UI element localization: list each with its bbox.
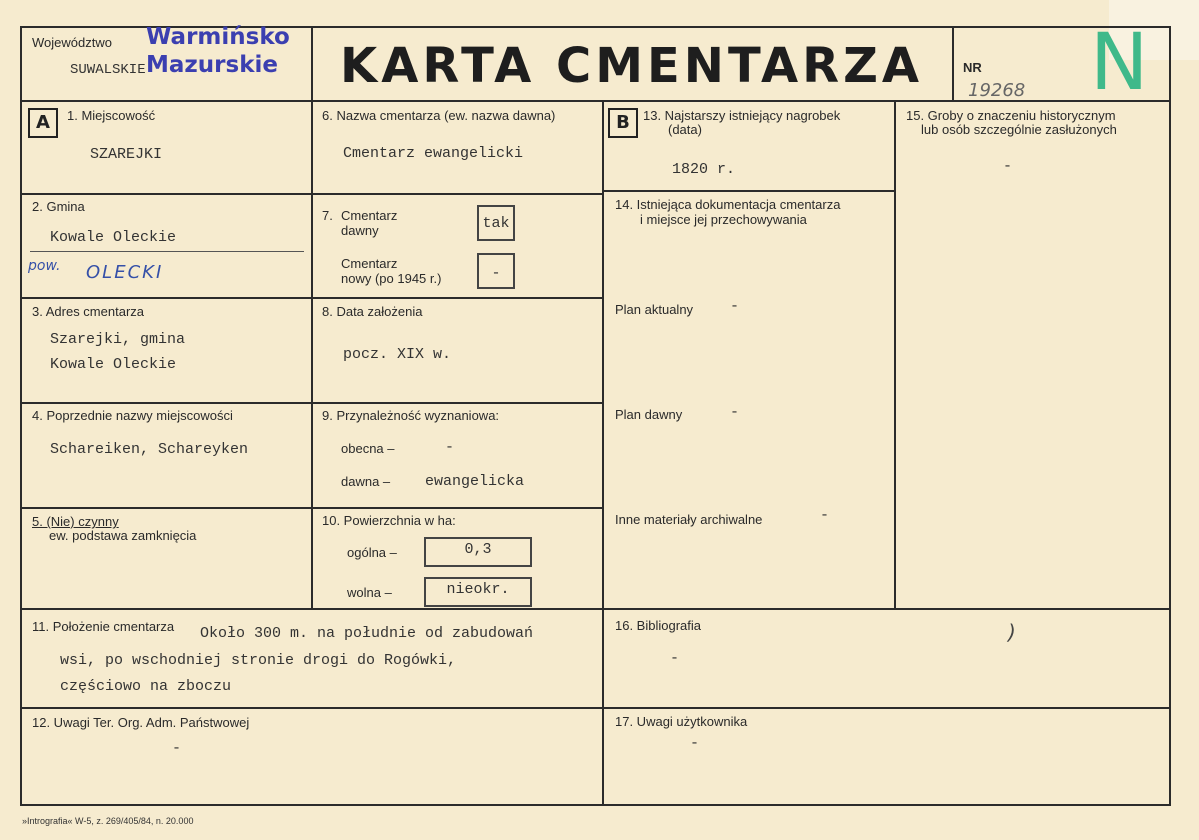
f4-value: Schareiken, Schareyken bbox=[50, 441, 249, 458]
f13-label-line-2: (data) bbox=[668, 122, 702, 137]
nr-value: 19268 bbox=[968, 80, 1026, 101]
f5-label-line-2: ew. podstawa zamknięcia bbox=[49, 528, 197, 543]
f8-value: pocz. XIX w. bbox=[343, 346, 452, 363]
f14-plan-dawny-label: Plan dawny bbox=[615, 407, 683, 422]
f12-label: 12. Uwagi Ter. Org. Adm. Państwowej bbox=[32, 715, 250, 730]
section-a-badge: A bbox=[28, 108, 58, 138]
f6-value: Cmentarz ewangelicki bbox=[343, 145, 524, 162]
f7-dawny-line-2: dawny bbox=[341, 223, 379, 238]
col-line-1 bbox=[311, 26, 313, 610]
f2-value: Kowale Oleckie bbox=[50, 229, 177, 246]
f7-nowy-value: - bbox=[491, 265, 501, 282]
f10-label: 10. Powierzchnia w ha: bbox=[322, 513, 456, 528]
f16-value: - bbox=[670, 650, 680, 667]
f11-line-3: częściowo na zboczu bbox=[60, 678, 232, 695]
f13-value: 1820 r. bbox=[672, 161, 736, 178]
border-left bbox=[20, 26, 22, 806]
col-line-2 bbox=[602, 100, 604, 806]
f2-pow-value: OLECKI bbox=[86, 262, 164, 283]
row-line-2 bbox=[20, 297, 604, 299]
f10-ogolna-value: 0,3 bbox=[464, 541, 492, 558]
row-line-5 bbox=[20, 608, 1171, 610]
f14-plan-aktualny-value: - bbox=[730, 298, 740, 315]
f10-wolna-label: wolna – bbox=[347, 585, 392, 600]
f7-label: 7. bbox=[322, 208, 333, 223]
f10-ogolna-label: ogólna – bbox=[347, 545, 397, 560]
f15-label-line-2: lub osób szczególnie zasłużonych bbox=[921, 122, 1117, 137]
f7-nowy-line-1: Cmentarz bbox=[341, 256, 398, 271]
f11-label: 11. Położenie cmentarza bbox=[32, 619, 175, 634]
f14-plan-dawny-value: - bbox=[730, 404, 740, 421]
wojewodztwo-typed: SUWALSKIE bbox=[70, 62, 146, 78]
stamp-line-1: Warmińsko bbox=[146, 24, 290, 50]
f9-dawna-label: dawna – bbox=[341, 474, 391, 489]
col-line-3 bbox=[894, 100, 896, 610]
f5-label-line-1: 5. (Nie) czynny bbox=[32, 514, 119, 529]
row-line-6 bbox=[20, 707, 1171, 709]
f7-dawny-line-1: Cmentarz bbox=[341, 208, 398, 223]
row-line-4 bbox=[20, 507, 604, 509]
nr-divider bbox=[952, 26, 954, 102]
f2-label: 2. Gmina bbox=[32, 199, 85, 214]
section-b-badge: B bbox=[608, 108, 638, 138]
page-title: KARTA CMENTARZA bbox=[340, 38, 924, 94]
bibliography-pen-mark: ) bbox=[1008, 620, 1016, 644]
f17-label: 17. Uwagi użytkownika bbox=[615, 714, 748, 729]
f14-inne-value: - bbox=[820, 507, 830, 524]
f14-label-line-2: i miejsce jej przechowywania bbox=[640, 212, 807, 227]
gmina-underline bbox=[30, 251, 304, 252]
border-bottom bbox=[20, 804, 1171, 806]
f17-value: - bbox=[690, 735, 700, 752]
f1-value: SZAREJKI bbox=[90, 146, 163, 163]
f10-wolna-box bbox=[424, 577, 532, 607]
row-line-b1 bbox=[604, 190, 894, 192]
f10-ogolna-box bbox=[424, 537, 532, 567]
f11-line-1: Około 300 m. na południe od zabudowań bbox=[200, 625, 534, 642]
f13-label-line-1: 13. Najstarszy istniejący nagrobek bbox=[643, 108, 841, 123]
f3-line-2: Kowale Oleckie bbox=[50, 356, 177, 373]
stamp-line-2: Mazurskie bbox=[146, 52, 278, 78]
f9-label: 9. Przynależność wyznaniowa: bbox=[322, 408, 500, 423]
f7-dawny-value: tak bbox=[482, 215, 510, 232]
f11-line-2: wsi, po wschodniej stronie drogi do Rogówki, bbox=[60, 652, 457, 669]
row-line-1 bbox=[20, 193, 604, 195]
f15-label-line-1: 15. Groby o znaczeniu historycznym bbox=[906, 108, 1116, 123]
f6-label: 6. Nazwa cmentarza (ew. nazwa dawna) bbox=[322, 108, 556, 123]
f14-label-line-1: 14. Istniejąca dokumentacja cmentarza bbox=[615, 197, 841, 212]
f10-wolna-value: nieokr. bbox=[446, 581, 510, 598]
f16-label: 16. Bibliografia bbox=[615, 618, 701, 633]
row-line-3 bbox=[20, 402, 604, 404]
f1-label: 1. Miejscowość bbox=[67, 108, 156, 123]
f4-label: 4. Poprzednie nazwy miejscowości bbox=[32, 408, 233, 423]
f9-obecna-label: obecna – bbox=[341, 441, 395, 456]
f9-dawna-value: ewangelicka bbox=[425, 473, 525, 490]
corner-mark: N bbox=[1090, 18, 1149, 108]
f14-inne-label: Inne materiały archiwalne bbox=[615, 512, 763, 527]
f14-plan-aktualny-label: Plan aktualny bbox=[615, 302, 694, 317]
wojewodztwo-label: Województwo bbox=[32, 35, 112, 50]
f8-label: 8. Data założenia bbox=[322, 304, 423, 319]
f7-dawny-box bbox=[477, 205, 515, 241]
f2-pow-label: pow. bbox=[28, 258, 61, 274]
f3-label: 3. Adres cmentarza bbox=[32, 304, 144, 319]
f7-nowy-line-2: nowy (po 1945 r.) bbox=[341, 271, 442, 286]
f3-line-1: Szarejki, gmina bbox=[50, 331, 186, 348]
f7-nowy-box bbox=[477, 253, 515, 289]
border-right bbox=[1169, 26, 1171, 806]
nr-label: NR bbox=[963, 60, 982, 75]
f15-value: - bbox=[1003, 158, 1013, 175]
f9-obecna-value: - bbox=[445, 439, 455, 456]
f12-value: - bbox=[172, 740, 182, 757]
printer-imprint: »Intrografia« W-5, z. 269/405/84, n. 20.000 bbox=[22, 816, 194, 826]
